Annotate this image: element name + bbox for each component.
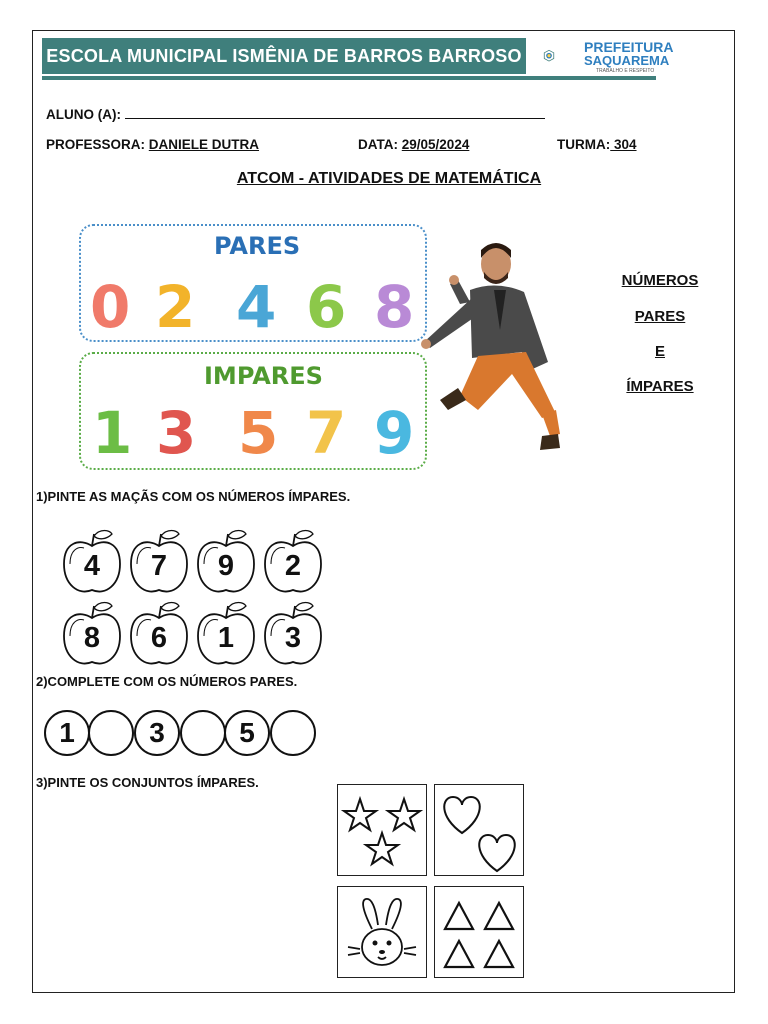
school-banner: ESCOLA MUNICIPAL ISMÊNIA DE BARROS BARROSO (42, 38, 526, 74)
blank-circle[interactable] (270, 710, 316, 756)
apple-number: 6 (150, 622, 168, 654)
apple-number: 1 (217, 622, 235, 654)
apple[interactable] (60, 528, 124, 598)
pares-number: 2 (155, 273, 196, 341)
question-2: 2)COMPLETE COM OS NÚMEROS PARES. (36, 674, 298, 689)
aluno-label: ALUNO (A): (46, 107, 121, 122)
professora-label: PROFESSORA: (46, 137, 146, 152)
aluno-row (46, 106, 545, 122)
pares-number: 0 (90, 273, 131, 341)
side-label: ÍMPARES (626, 378, 694, 395)
pares-title: PARES (214, 232, 301, 260)
set-triangles[interactable] (434, 886, 524, 978)
impares-number: 7 (306, 399, 347, 467)
set-hearts[interactable] (434, 784, 524, 876)
side-label: PARES (634, 308, 686, 325)
impares-number: 5 (238, 399, 279, 467)
apple-number: 9 (217, 550, 235, 582)
pointing-man-illustration-icon (418, 238, 566, 468)
apple[interactable] (194, 600, 258, 670)
logo-tagline: TRABALHO E RESPEITO (596, 68, 655, 74)
turma-label: TURMA: (557, 137, 611, 152)
hearts-icon (435, 785, 523, 875)
apple[interactable] (127, 600, 191, 670)
number-circle: 1 (44, 710, 90, 756)
data-field (358, 137, 469, 152)
apple-number: 4 (83, 550, 101, 582)
impares-number: 9 (374, 399, 415, 467)
question-1: 1)PINTE AS MAÇÃS COM OS NÚMEROS ÍMPARES. (36, 489, 351, 504)
pares-number: 6 (306, 273, 347, 341)
question-3: 3)PINTE OS CONJUNTOS ÍMPARES. (36, 775, 259, 790)
apple[interactable] (261, 600, 325, 670)
turma-field (557, 137, 637, 152)
number-circle: 5 (224, 710, 270, 756)
apple[interactable] (261, 528, 325, 598)
side-label: NÚMEROS (621, 272, 699, 289)
impares-number: 3 (156, 399, 197, 467)
data-value: 29/05/2024 (401, 137, 470, 152)
apple-number: 8 (83, 622, 101, 654)
triangles-icon (435, 887, 523, 977)
logo-line1: PREFEITURA (584, 39, 674, 55)
blank-circle[interactable] (88, 710, 134, 756)
turma-value: 304 (610, 137, 637, 152)
apple[interactable] (194, 528, 258, 598)
professora-value: DANIELE DUTRA (148, 137, 260, 152)
side-label: E (654, 343, 665, 360)
rabbit-icon (338, 887, 426, 977)
logo-line2: SAQUAREMA (584, 53, 670, 68)
number-circle: 3 (134, 710, 180, 756)
set-stars[interactable] (337, 784, 427, 876)
stars-icon (338, 785, 426, 875)
pares-number: 4 (236, 273, 277, 341)
data-label: DATA: (358, 137, 398, 152)
saquarema-logo-icon (543, 38, 581, 74)
apple-number: 2 (284, 550, 302, 582)
impares-title: IMPARES (204, 362, 323, 390)
impares-number: 1 (92, 399, 133, 467)
apple[interactable] (60, 600, 124, 670)
set-rabbit[interactable] (337, 886, 427, 978)
aluno-blank[interactable] (125, 106, 545, 119)
apple-number: 7 (150, 550, 168, 582)
banner-underline (42, 76, 656, 80)
blank-circle[interactable] (180, 710, 226, 756)
pares-number: 8 (374, 273, 415, 341)
professora-field (46, 137, 259, 152)
page-title: ATCOM - ATIVIDADES DE MATEMÁTICA (236, 170, 542, 187)
apple[interactable] (127, 528, 191, 598)
apple-number: 3 (284, 622, 302, 654)
